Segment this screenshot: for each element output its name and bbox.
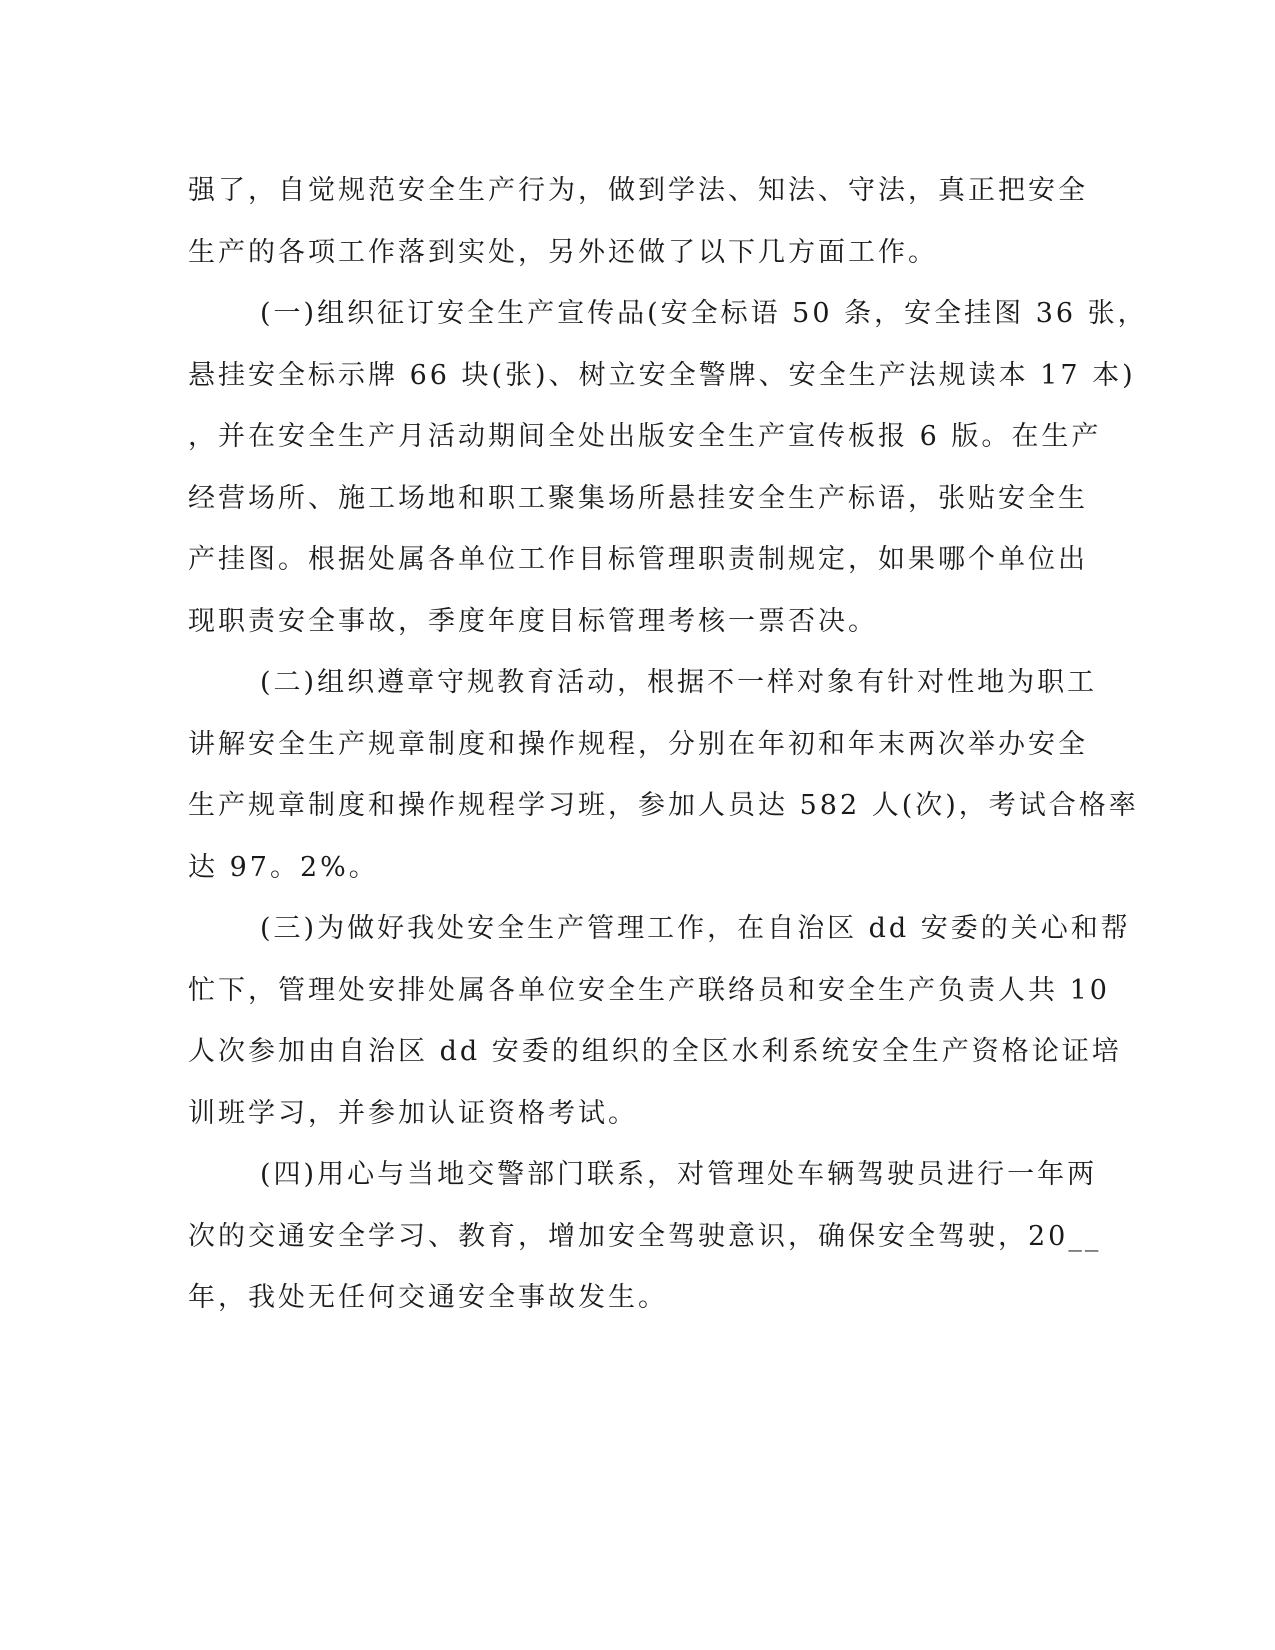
text-line: 忙下，管理处安排处属各单位安全生产联络员和安全生产负责人共 10 [188,974,1110,1006]
paragraph-4-start: (四)用心与当地交警部门联系，对管理处车辆驾驶员进行一年两 [260,1159,1098,1190]
text-line: 达 97。2%。 [188,851,379,883]
text-line: 生产的各项工作落到实处，另外还做了以下几方面工作。 [188,236,938,268]
paragraph-1-start: (一)组织征订安全生产宣传品(安全标语 50 条，安全挂图 36 张， [260,298,1148,329]
paragraph-3-start: (三)为做好我处安全生产管理工作，在自治区 dd 安委的关心和帮 [260,913,1131,944]
text-line: 次的交通安全学习、教育，增加安全驾驶意识，确保安全驾驶，20__ [188,1220,1102,1252]
text-line: 人次参加由自治区 dd 安委的组织的全区水利系统安全生产资格论证培 [188,1036,1122,1067]
text-line: 训班学习，并参加认证资格考试。 [188,1097,638,1129]
text-line: 现职责安全事故，季度年度目标管理考核一票否决。 [188,605,878,637]
paragraph-2-start: (二)组织遵章守规教育活动，根据不一样对象有针对性地为职工 [260,667,1098,698]
text-line: 悬挂安全标示牌 66 块(张)、树立安全警牌、安全生产法规读本 17 本) [188,359,1136,391]
text-line: 年，我处无任何交通安全事故发生。 [188,1282,668,1313]
text-line: 强了，自觉规范安全生产行为，做到学法、知法、守法，真正把安全 [188,175,1088,206]
document-body [188,160,1148,1329]
text-line: 产挂图。根据处属各单位工作目标管理职责制规定，如果哪个单位出 [188,544,1088,575]
text-line: 讲解安全生产规章制度和操作规程，分别在年初和年末两次举办安全 [188,728,1088,760]
text-line: ，并在安全生产月活动期间全处出版安全生产宣传板报 6 版。在生产 [188,421,1102,452]
text-line: 生产规章制度和操作规程学习班，参加人员达 582 人(次)，考试合格率 [188,790,1139,821]
text-line: 经营场所、施工场地和职工聚集场所悬挂安全生产标语，张贴安全生 [188,482,1088,514]
